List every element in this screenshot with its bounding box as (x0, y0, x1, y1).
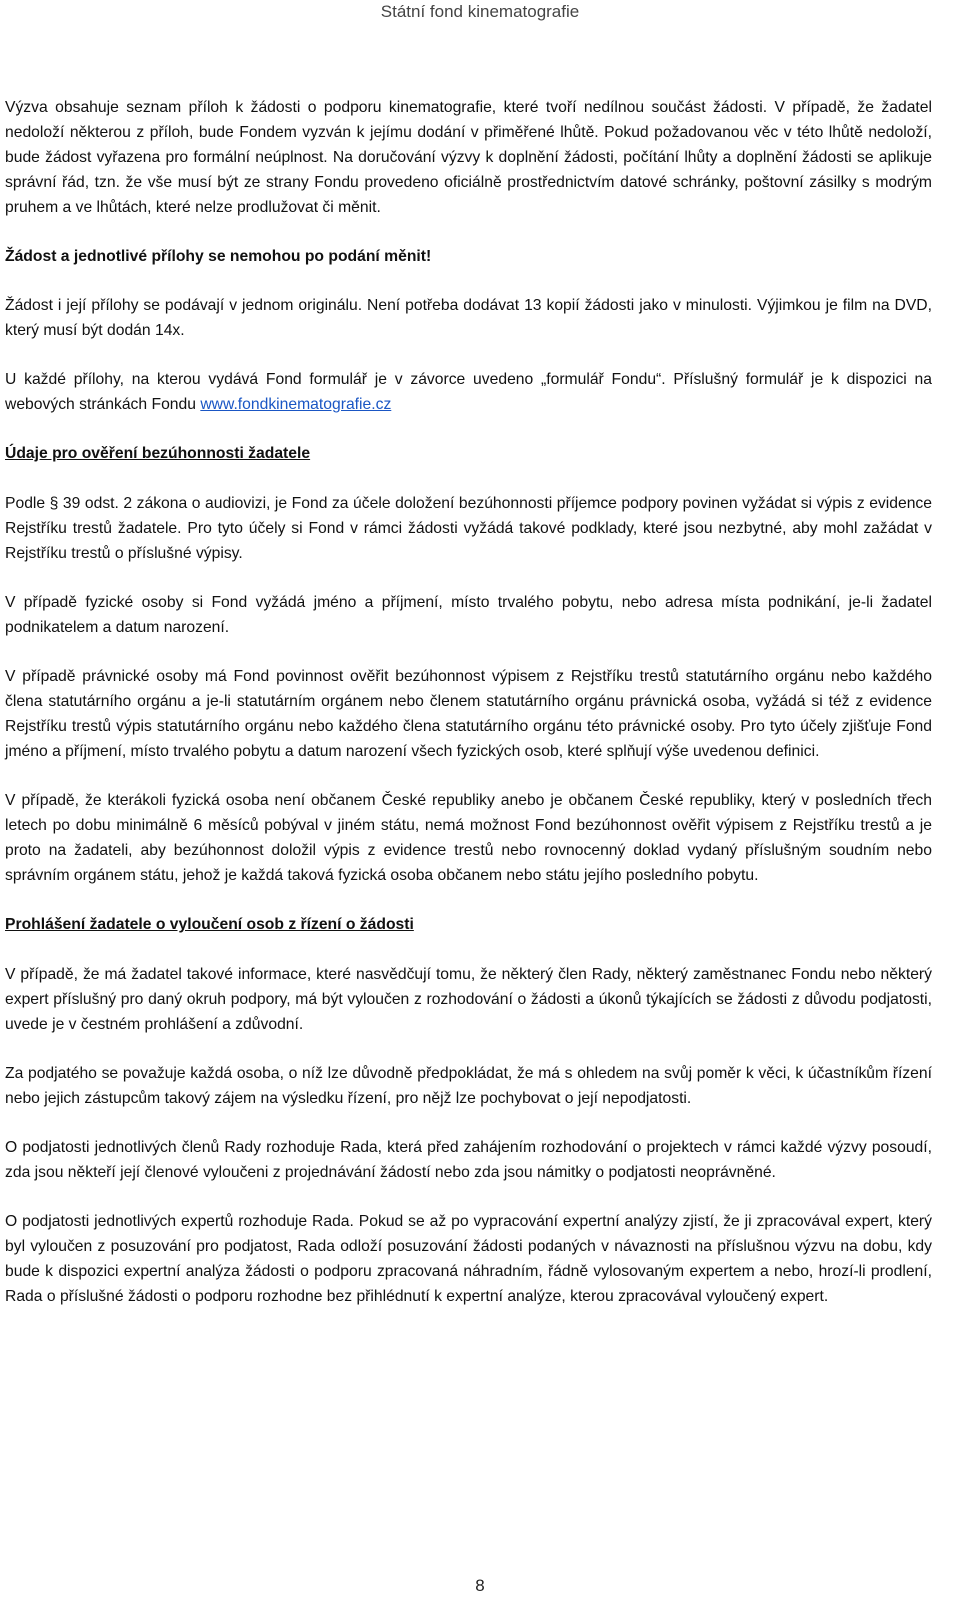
paragraph-natural-person: V případě fyzické osoby si Fond vyžádá jméno a příjmení, místo trvalého pobytu, nebo adresa místa podnikání, je-li žadatel podnikatelem a datum narození. (5, 594, 932, 636)
document-body (5, 95, 932, 1333)
paragraph-forms (5, 367, 932, 417)
section-heading-exclusion: Prohlášení žadatele o vyloučení osob z řízení o žádosti (5, 916, 414, 933)
page-header-title: Státní fond kinematografie (380, 2, 580, 21)
forms-text: U každé přílohy, na kterou vydává Fond formulář je v závorce uvedeno „formulář Fondu“. Příslušný formulář je k dispozici na webových stránkách Fondu (5, 371, 932, 413)
paragraph-attachments: Výzva obsahuje seznam příloh k žádosti o podporu kinematografie, které tvoří nedílnou součást žádosti. V případě, že žadatel nedoloží některou z příloh, bude Fondem vyzván k jejímu dodání v přiměřené lhůtě. Pokud požadovanou věc v této lhůtě nedoloží, bude žádost vyřazena pro formální neúplnost. Na doručování výzvy k doplnění žádosti, počítání lhůty a doplnění žádosti se aplikuje správní řád, tzn. že vše musí být ze strany Fondu provedeno oficiálně prostřednictvím datové schránky, poštovní zásilky s modrým pruhem a ve lhůtách, které nelze prodlužovat či měnit. (5, 99, 932, 216)
paragraph-council-bias: O podjatosti jednotlivých členů Rady rozhoduje Rada, která před zahájením rozhodování o projektech v rámci každé výzvy posoudí, zda jsou někteří její členové vyloučeni z projednávání žádostí nebo zda jsou námitky o podjatosti neoprávněné. (5, 1139, 932, 1181)
paragraph-expert-bias: O podjatosti jednotlivých expertů rozhoduje Rada. Pokud se až po vypracování expertní analýzy zjistí, že ji zpracovával expert, který byl vyloučen z posuzování pro podjatost, Rada odloží posuzování žádosti podaných v návaznosti na příslušnou výzvu na dobu, kdy bude k dispozici expertní analýza žádosti o podporu zpracovaná náhradním, řádně vylosovaným expertem a nebo, hrozí-li prodlení, Rada o příslušné žádosti o podporu rozhodne bez přihlédnutí k expertní analýze, kterou zpracovával vyloučený expert. (5, 1213, 932, 1305)
paragraph-originals: Žádost i její přílohy se podávají v jednom originálu. Není potřeba dodávat 13 kopií žádosti jako v minulosti. Výjimkou je film na DVD, který musí být dodán 14x. (5, 297, 932, 339)
paragraph-integrity-law: Podle § 39 odst. 2 zákona o audiovizi, je Fond za účele doložení bezúhonnosti příjemce podpory povinen vyžádat si výpis z evidence Rejstříku trestů žadatele. Pro tyto účely si Fond v rámci žádosti vyžádá takové podklady, které jsou nezbytné, aby mohl zažádat v Rejstříku trestů o příslušné výpisy. (5, 495, 932, 562)
paragraph-no-changes-warning: Žádost a jednotlivé přílohy se nemohou po podání měnit! (5, 248, 432, 265)
section-heading-integrity: Údaje pro ověření bezúhonnosti žadatele (5, 445, 311, 462)
paragraph-legal-person: V případě právnické osoby má Fond povinnost ověřit bezúhonnost výpisem z Rejstříku trestů statutárního orgánu nebo každého člena statutárního orgánu a je-li statutárním orgánem nebo členem statutárního orgánu právnická osoba, vyžádá si též z evidence Rejstříku trestů výpis statutárního orgánu nebo každého člena statutárního orgánu této právnické osoby. Pro tyto účely zjišťuje Fond jméno a příjmení, místo trvalého pobytu a datum narození všech fyzických osob, které splňují výše uvedenou definici. (5, 668, 932, 760)
fund-website-link[interactable]: www.fondkinematografie.cz (200, 396, 392, 413)
paragraph-foreign-person: V případě, že kterákoli fyzická osoba není občanem České republiky anebo je občanem České republiky, který v posledních třech letech po dobu minimálně 6 měsíců pobýval v jiném státu, nemá možnost Fond bezúhonnost ověřit výpisem z Rejstříku trestů a je proto na žadateli, aby bezúhonnost doložil výpis z evidence trestů nebo rovnocenný doklad vydaný příslušným soudním nebo správním orgánem státu, jehož je každá taková fyzická osoba občanem nebo státu jejího posledního pobytu. (5, 792, 932, 884)
page-number: 8 (475, 1576, 485, 1595)
paragraph-bias-definition: Za podjatého se považuje každá osoba, o níž lze důvodně předpokládat, že má s ohledem na svůj poměr k věci, k účastníkům řízení nebo jejich zástupcům takový zájem na výsledku řízení, pro nějž lze pochybovat o její nepodjatosti. (5, 1065, 932, 1107)
paragraph-exclusion-info: V případě, že má žadatel takové informace, které nasvědčují tomu, že některý člen Rady, některý zaměstnanec Fondu nebo některý expert příslušný pro daný okruh podpory, má být vyloučen z rozhodování o žádosti a úkonů týkajících se žádosti z důvodu podjatosti, uvede je v čestném prohlášení a zdůvodní. (5, 966, 932, 1033)
